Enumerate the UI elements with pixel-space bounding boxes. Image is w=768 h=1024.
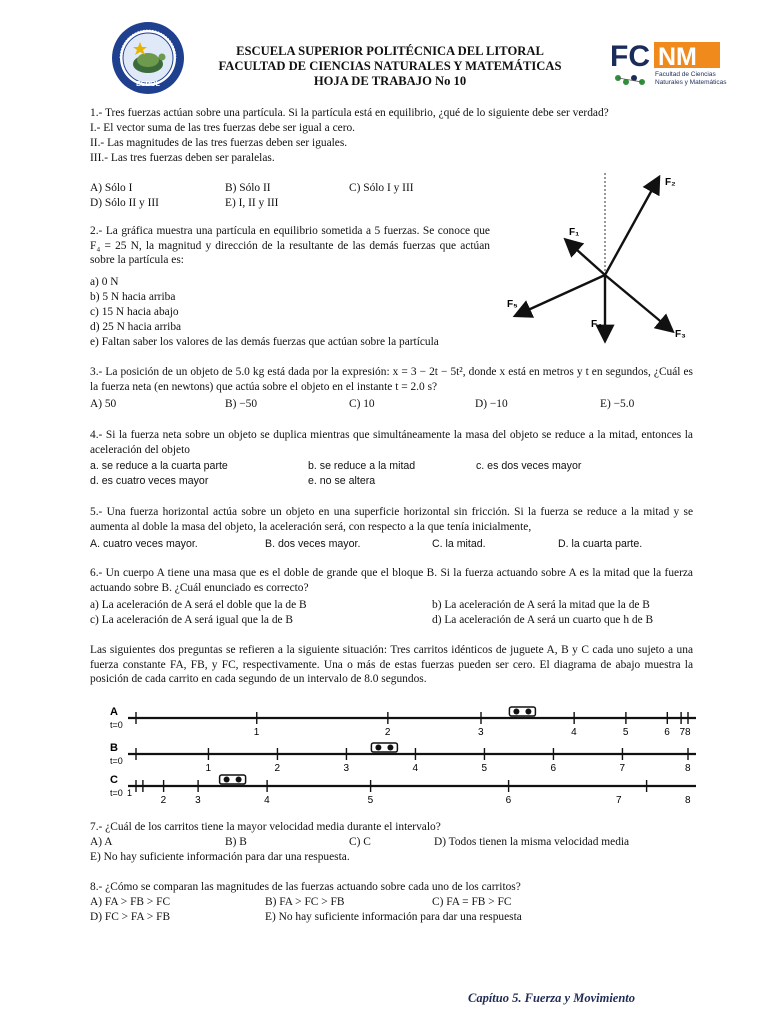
track-c-name: C [110,774,118,786]
track-a-label-78: 78 [679,727,691,738]
q2-option-b: b) 5 N hacia arriba [90,291,176,303]
force-label-f1: F₁ [569,227,580,238]
q6-option-d: d) La aceleración de A será un cuarto que h de B [432,614,654,626]
track-a-label-3: 3 [478,727,484,738]
q2-stem: 2.- La gráfica muestra una partícula en equilibrio sometida a 5 fuerzas. Se conoce que F₄ = 25 N, la magnitud y dirección de la resultante de las demás fuerzas que actúan sobre la partícula es: [90,225,490,267]
q1-statement-1: I.- El vector suma de las tres fuerzas debe ser igual a cero. [90,122,356,134]
svg-text:NM: NM [658,43,697,71]
q6-option-c: c) La aceleración de A será igual que la de B [90,614,294,626]
track-b-label-4: 4 [412,763,419,774]
q5-stem: 5.- Una fuerza horizontal actúa sobre un objeto en una superficie horizontal sin fricción. Si la fuerza se reduce a la mitad y se aumenta al doble la masa del objeto, la aceleración será, con respecto a la que tenía inicialmente, [90,506,693,533]
track-b-label-7: 7 [619,763,626,774]
q1-option-b: B) Sólo II [225,182,271,194]
track-a-label-2: 2 [384,727,391,738]
track-a-t0: t=0 [110,720,123,730]
school-name: ESCUELA SUPERIOR POLITÉCNICA DEL LITORAL [236,44,544,58]
svg-text:FC: FC [610,40,650,73]
q7-option-a: A) A [90,836,113,848]
q2-option-e: e) Faltan saber los valores de las demás fuerzas que actúan sobre la partícula [90,336,439,348]
q8-option-b: B) FA > FC > FB [265,896,345,908]
q3-option-e: E) −5.0 [600,398,635,410]
q3-option-b: B) −50 [225,398,258,410]
track-c-label-6: 6 [505,795,512,806]
q3-option-a: A) 50 [90,398,117,410]
cart-c-body [220,775,246,784]
q3-option-d: D) −10 [475,398,508,410]
q5-option-b: B. dos veces mayor. [265,538,361,550]
track-b-t0: t=0 [110,756,123,766]
track-b-label-3: 3 [343,763,350,774]
q5-option-d: D. la cuarta parte. [558,538,643,550]
q8-option-d: D) FC > FA > FB [90,911,171,923]
q7-option-e: E) No hay suficiente información para dar una respuesta. [90,851,350,863]
cart-c-wheel-right [236,777,242,783]
track-c-label-8: 8 [685,795,691,806]
svg-text:Naturales y Matemáticas: Naturales y Matemáticas [655,79,727,86]
q8-option-c: C) FA = FB > FC [432,896,512,908]
cart-b-wheel-left [375,745,381,751]
q4-option-b: b. se reduce a la mitad [308,460,416,472]
q7-option-b: B) B [225,836,247,848]
force-label-f3: F₃ [675,329,686,340]
q1-statement-2: II.- Las magnitudes de las tres fuerzas deben ser iguales. [90,137,348,149]
worksheet-title: HOJA DE TRABAJO No 10 [313,74,467,88]
cart-a-wheel-right [525,709,531,715]
q6-option-a: a) La aceleración de A será el doble que la de B [90,599,307,611]
q5-option-c: C. la mitad. [432,538,486,550]
q1-statement-3: III.- Las tres fuerzas deben ser paralelas. [90,152,275,164]
q6-option-b: b) La aceleración de A será la mitad que la de B [432,599,650,611]
q8-option-e: E) No hay suficiente información para dar una respuesta [265,911,522,923]
q1-stem: 1.- Tres fuerzas actúan sobre una partícula. Si la partícula está en equilibrio, ¿qué de lo siguiente debe ser verdad? [90,107,609,119]
espol-seal-logo [110,20,186,96]
q6-stem: 6.- Un cuerpo A tiene una masa que es el doble de grande que el bloque B. Si la fuerza actuando sobre A es la mitad que la fuerza actuando sobre B. ¿Cuál enunciado es correcto? [90,567,693,594]
force-diagram [495,165,705,350]
q2-option-c: c) 15 N hacia abajo [90,306,179,318]
q4-option-c: c. es dos veces mayor [476,460,582,472]
q1-option-a: A) Sólo I [90,182,133,194]
track-c-label-7: 7 [616,795,622,806]
q7-option-c: C) C [349,836,371,848]
fcnm-logo [610,36,727,88]
force-label-f4: F₄ [591,319,602,330]
track-b-label-1: 1 [205,763,212,774]
svg-text:ESPOL: ESPOL [136,81,160,88]
track-c-label-5: 5 [367,795,374,806]
track-b-label-5: 5 [481,763,488,774]
q5-option-a: A. cuatro veces mayor. [90,538,198,550]
q4-stem: 4.- Si la fuerza neta sobre un objeto se duplica mientras que simultáneamente la masa del objeto se reduce a la mitad, entonces la aceleración del objeto [90,429,693,456]
track-b-label-2: 2 [274,763,281,774]
q3-option-c: C) 10 [349,398,375,410]
cart-a-wheel-left [513,709,519,715]
track-b-label-6: 6 [550,763,557,774]
situation-text: Las siguientes dos preguntas se refieren a la siguiente situación: Tres carritos idénticos de juguete A, B y C cada uno sujeto a una fuerza constante FA, FB, y FC, respectivamente. Una o más de estas fuerzas pueden ser cero. El diagrama de abajo muestra la posición de cada carrito en cada segundo de un intervalo de 8.0 segundos. [90,644,693,686]
q4-option-e: e. no se altera [308,475,376,487]
track-c-t0: t=0 [110,788,123,798]
chapter-footer: Capítuo 5. Fuerza y Movimiento [468,991,636,1005]
track-c-label-4: 4 [264,795,270,806]
svg-text:Facultad de Ciencias: Facultad de Ciencias [655,71,716,78]
track-a-label-6: 6 [664,727,670,738]
track-b-label-8: 8 [685,763,691,774]
q2-option-d: d) 25 N hacia arriba [90,321,182,333]
cart-c-wheel-left [224,777,230,783]
carts-position-diagram [100,700,700,806]
cart-a-body [509,707,535,716]
q7-option-d: D) Todos tienen la misma velocidad media [434,836,630,848]
track-c-t1: 1 [127,788,133,798]
q4-option-d: d. es cuatro veces mayor [90,475,209,487]
q8-option-a: A) FA > FB > FC [90,896,171,908]
force-label-f5: F₅ [507,299,518,310]
q1-option-e: E) I, II y III [225,197,279,209]
track-a-name: A [110,706,118,718]
q3-stem: 3.- La posición de un objeto de 5.0 kg está dada por la expresión: x = 3 − 2t − 5t², donde x está en metros y t en segundos, ¿Cuál es la fuerza neta (en newtons) que actúa sobre el objeto en el instante t = 2.0 s? [90,366,693,393]
track-a-label-5: 5 [622,727,629,738]
faculty-name: FACULTAD DE CIENCIAS NATURALES Y MATEMÁTICAS [218,59,562,73]
track-c-label-3: 3 [195,795,201,806]
cart-b-body [371,743,397,752]
cart-b-wheel-right [387,745,393,751]
track-a-label-1: 1 [253,727,260,738]
track-b-name: B [110,742,118,754]
q8-stem: 8.- ¿Cómo se comparan las magnitudes de las fuerzas actuando sobre cada uno de los carritos? [90,881,521,893]
q7-stem: 7.- ¿Cuál de los carritos tiene la mayor velocidad media durante el intervalo? [90,821,441,833]
force-label-f2: F₂ [665,177,676,188]
track-c-label-2: 2 [160,795,167,806]
track-a-label-4: 4 [571,727,577,738]
q1-option-c: C) Sólo I y III [349,182,414,194]
q2-option-a: a) 0 N [90,276,119,288]
q1-option-d: D) Sólo II y III [90,197,159,209]
q4-option-a: a. se reduce a la cuarta parte [90,460,228,472]
